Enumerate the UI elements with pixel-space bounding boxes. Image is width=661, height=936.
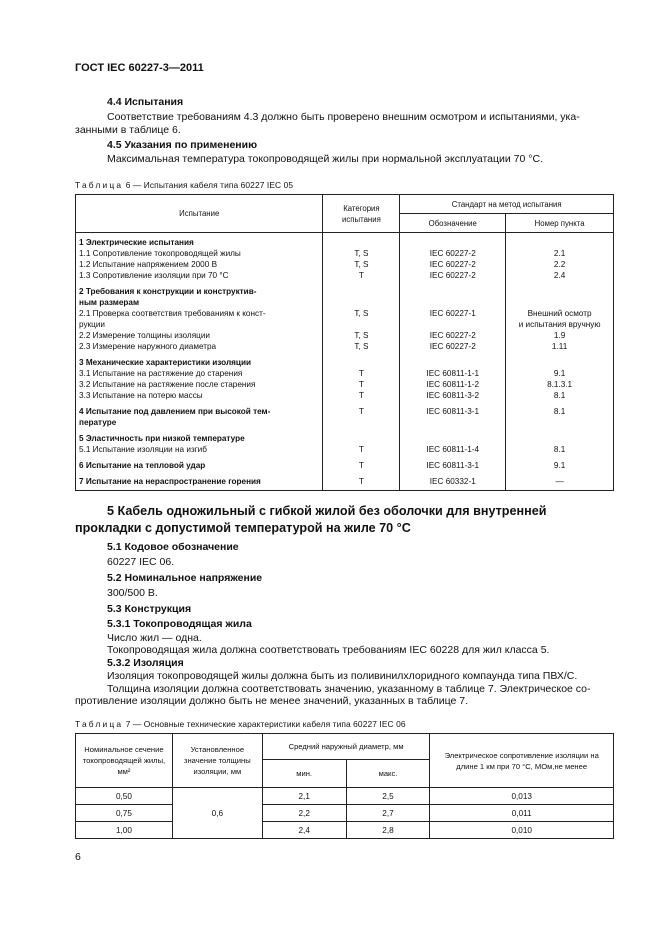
table6-cell-test: 2 Требования к конструкции и конструктив- xyxy=(76,281,323,297)
table6-cell-designation: IEC 60227-2 xyxy=(400,270,506,281)
table6-row xyxy=(76,390,614,401)
table6-cell-designation: IEC 60227-2 xyxy=(400,259,506,270)
table7-row xyxy=(76,805,614,822)
table6-cell-designation: IEC 60227-2 xyxy=(400,248,506,259)
table6-cell-category: Т xyxy=(323,379,400,390)
table6-cell-category xyxy=(323,417,400,428)
table7-cell-section: 0,75 xyxy=(76,805,173,822)
table-7 xyxy=(75,733,614,839)
table6-cell-item: 1.9 xyxy=(506,330,614,341)
section-5-title-line1: 5 Кабель одножильный с гибкой жилой без оболочки для внутренней xyxy=(107,504,547,518)
table6-row xyxy=(76,297,614,308)
table6-cell-category: Т xyxy=(323,455,400,471)
section-5-3-2-title: 5.3.2 Изоляция xyxy=(107,657,184,669)
table7-row xyxy=(76,788,614,805)
table6-cell-test: 7 Испытание на нераспространение горения xyxy=(76,471,323,491)
table6-cell-item xyxy=(506,297,614,308)
section-5-3-title: 5.3 Конструкция xyxy=(107,603,192,615)
table6-cell-item: 8.1 xyxy=(506,444,614,455)
table6-cell-designation xyxy=(400,297,506,308)
table7-cell-max: 2,8 xyxy=(346,822,430,839)
table7-header-resistance: Электрическое сопротивление изоляции на длине 1 км при 70 °С, МОм,не менее xyxy=(430,734,614,788)
table6-row xyxy=(76,455,614,471)
table6-row xyxy=(76,401,614,417)
table-6 xyxy=(75,194,614,491)
table7-caption xyxy=(75,719,406,729)
table6-header-item: Номер пункта xyxy=(506,214,614,233)
table6-row xyxy=(76,330,614,341)
table7-header-min: мин. xyxy=(262,760,346,788)
table7-cell-section: 1,00 xyxy=(76,822,173,839)
table6-row xyxy=(76,352,614,368)
table6-cell-category: Т, S xyxy=(323,259,400,270)
table6-row xyxy=(76,270,614,281)
table6-header-designation: Обозначение xyxy=(400,214,506,233)
table6-cell-category: Т xyxy=(323,368,400,379)
table6-cell-item: 9.1 xyxy=(506,368,614,379)
table7-caption-prefix: Таблица xyxy=(75,719,124,729)
table6-cell-test: 2.1 Проверка соответствия требованиям к конст- xyxy=(76,308,323,319)
section-5-1-text: 60227 IEC 06. xyxy=(107,556,175,568)
table6-cell-test: 3.3 Испытание на потерю массы xyxy=(76,390,323,401)
table6-row xyxy=(76,308,614,319)
table6-cell-category xyxy=(323,297,400,308)
table6-row xyxy=(76,417,614,428)
table6-cell-category xyxy=(323,428,400,444)
table6-row xyxy=(76,471,614,491)
table7-cell-min: 2,4 xyxy=(262,822,346,839)
table6-cell-test: 1 Электрические испытания xyxy=(76,233,323,249)
table6-row xyxy=(76,368,614,379)
table6-cell-designation: IEC 60227-2 xyxy=(400,330,506,341)
section-5-3-2-line2: Толщина изоляции должна соответствовать значению, указанному в таблице 7. Электрическое со- xyxy=(107,683,591,695)
section-4-4-title: 4.4 Испытания xyxy=(107,96,184,108)
section-5-3-1-title: 5.3.1 Токопроводящая жила xyxy=(107,618,252,630)
table6-cell-designation: IEC 60811-3-2 xyxy=(400,390,506,401)
table6-cell-category: Т, S xyxy=(323,308,400,319)
table6-row xyxy=(76,444,614,455)
table6-cell-category: Т, S xyxy=(323,248,400,259)
table6-cell-item xyxy=(506,352,614,368)
section-5-3-1-line1: Число жил — одна. xyxy=(107,632,202,644)
table7-cell-max: 2,7 xyxy=(346,805,430,822)
section-5-2-text: 300/500 В. xyxy=(107,587,158,599)
table6-cell-test: 1.3 Сопротивление изоляции при 70 °С xyxy=(76,270,323,281)
table6-row xyxy=(76,281,614,297)
section-4-4-text-line1: Соответствие требованиям 4.3 должно быть проверено внешним осмотром и испытаниями, ука- xyxy=(107,111,580,123)
table6-cell-designation: IEC 60811-1-4 xyxy=(400,444,506,455)
table6-cell-category xyxy=(323,233,400,249)
table6-cell-test: пературе xyxy=(76,417,323,428)
table6-cell-item: 2.4 xyxy=(506,270,614,281)
table6-cell-designation: IEC 60811-3-1 xyxy=(400,401,506,417)
table6-cell-test: 1.2 Испытание напряжением 2000 В xyxy=(76,259,323,270)
section-5-2-title: 5.2 Номинальное напряжение xyxy=(107,572,263,584)
table6-cell-item xyxy=(506,417,614,428)
table6-cell-category: Т xyxy=(323,444,400,455)
table6-cell-test: 3.1 Испытание на растяжение до старения xyxy=(76,368,323,379)
table6-header-standard: Стандарт на метод испытания xyxy=(400,195,614,214)
document-header: ГОСТ IEC 60227-3—2011 xyxy=(75,62,204,74)
table7-cell-min: 2,2 xyxy=(262,805,346,822)
table6-header-test: Испытание xyxy=(76,195,323,233)
table6-cell-item: 8.1 xyxy=(506,401,614,417)
table6-cell-test: ным размерам xyxy=(76,297,323,308)
table6-cell-test: 1.1 Сопротивление токопроводящей жилы xyxy=(76,248,323,259)
table6-cell-item xyxy=(506,428,614,444)
table6-caption-prefix: Таблица xyxy=(75,180,124,190)
section-5-title-line2: прокладки с допустимой температурой на жиле 70 °С xyxy=(75,521,411,535)
table6-cell-item: Внешний осмотр xyxy=(506,308,614,319)
table6-cell-designation: IEC 60227-2 xyxy=(400,341,506,352)
table6-header-category: Категория испытания xyxy=(323,195,400,233)
table6-cell-designation: IEC 60811-1-1 xyxy=(400,368,506,379)
section-4-5-title: 4.5 Указания по применению xyxy=(107,139,258,151)
table6-row xyxy=(76,233,614,249)
table6-cell-category: Т xyxy=(323,390,400,401)
table6-row xyxy=(76,319,614,330)
table6-cell-category xyxy=(323,319,400,330)
table7-header-diameter: Средний наружный диаметр, мм xyxy=(262,734,430,760)
table7-header-max: макс. xyxy=(346,760,430,788)
table6-cell-test: 3.2 Испытание на растяжение после старения xyxy=(76,379,323,390)
table6-cell-item: 2.2 xyxy=(506,259,614,270)
page-number: 6 xyxy=(75,851,81,863)
table7-cell-min: 2,1 xyxy=(262,788,346,805)
section-4-5-text: Максимальная температура токопроводящей жилы при нормальной эксплуатации 70 °С. xyxy=(107,153,543,165)
table6-row xyxy=(76,428,614,444)
table6-cell-test: 6 Испытание на тепловой удар xyxy=(76,455,323,471)
table6-cell-test: 3 Механические характеристики изоляции xyxy=(76,352,323,368)
table6-cell-item xyxy=(506,233,614,249)
table7-cell-resistance: 0,013 xyxy=(430,788,614,805)
table6-cell-category: Т xyxy=(323,270,400,281)
table6-cell-item: 2.1 xyxy=(506,248,614,259)
table6-cell-designation xyxy=(400,319,506,330)
table6-cell-category xyxy=(323,352,400,368)
table6-cell-test: 4 Испытание под давлением при высокой тем- xyxy=(76,401,323,417)
table6-row xyxy=(76,248,614,259)
table6-cell-designation xyxy=(400,233,506,249)
table6-cell-designation xyxy=(400,417,506,428)
table7-header-section: Номинальное сечение токопроводящей жилы, мм² xyxy=(76,734,173,788)
table6-cell-item xyxy=(506,281,614,297)
table6-cell-item: 8.1 xyxy=(506,390,614,401)
table6-cell-designation xyxy=(400,281,506,297)
table6-row xyxy=(76,259,614,270)
table6-cell-item: — xyxy=(506,471,614,491)
table6-caption-text: 6 — Испытания кабеля типа 60227 IEC 05 xyxy=(125,180,294,190)
section-5-1-title: 5.1 Кодовое обозначение xyxy=(107,541,239,553)
table7-cell-max: 2,5 xyxy=(346,788,430,805)
table6-cell-designation xyxy=(400,352,506,368)
table6-cell-test: 2.2 Измерение толщины изоляции xyxy=(76,330,323,341)
table6-row xyxy=(76,379,614,390)
table6-cell-item: 8.1.3.1 xyxy=(506,379,614,390)
table6-cell-designation: IEC 60811-1-2 xyxy=(400,379,506,390)
table6-cell-designation xyxy=(400,428,506,444)
table6-cell-designation: IEC 60811-3-1 xyxy=(400,455,506,471)
table6-cell-test: 2.3 Измерение наружного диаметра xyxy=(76,341,323,352)
table6-caption xyxy=(75,180,293,190)
table6-cell-test: рукции xyxy=(76,319,323,330)
section-5-3-2-line3: противление изоляции должно быть не менее значений, указанных в таблице 7. xyxy=(75,695,469,707)
section-5-3-2-line1: Изоляция токопроводящей жилы должна быть из поливинилхлоридного компаунда типа ПВХ/С. xyxy=(107,670,578,682)
table6-cell-category: Т, S xyxy=(323,341,400,352)
table6-cell-category xyxy=(323,281,400,297)
table7-cell-resistance: 0,011 xyxy=(430,805,614,822)
table6-cell-item: и испытания вручную xyxy=(506,319,614,330)
table6-cell-category: Т xyxy=(323,401,400,417)
table7-cell-resistance: 0,010 xyxy=(430,822,614,839)
table7-row xyxy=(76,822,614,839)
table6-cell-category: Т xyxy=(323,471,400,491)
table6-cell-item: 1.11 xyxy=(506,341,614,352)
table7-caption-text: 7 — Основные технические характеристики кабеля типа 60227 IEC 06 xyxy=(125,719,406,729)
table6-row xyxy=(76,341,614,352)
table6-cell-category: Т, S xyxy=(323,330,400,341)
table6-cell-test: 5 Эластичность при низкой температуре xyxy=(76,428,323,444)
table6-cell-designation: IEC 60227-1 xyxy=(400,308,506,319)
table6-cell-test: 5.1 Испытание изоляции на изгиб xyxy=(76,444,323,455)
section-5-3-1-line2: Токопроводящая жила должна соответствовать требованиям IEC 60228 для жил класса 5. xyxy=(107,644,550,656)
section-4-4-text-line2: занными в таблице 6. xyxy=(75,124,181,136)
table6-cell-designation: IEC 60332-1 xyxy=(400,471,506,491)
table6-cell-item: 9.1 xyxy=(506,455,614,471)
table7-header-thickness: Установленное значение толщины изоляции, мм xyxy=(172,734,262,788)
table7-cell-section: 0,50 xyxy=(76,788,173,805)
table7-cell-thickness: 0,6 xyxy=(172,788,262,839)
